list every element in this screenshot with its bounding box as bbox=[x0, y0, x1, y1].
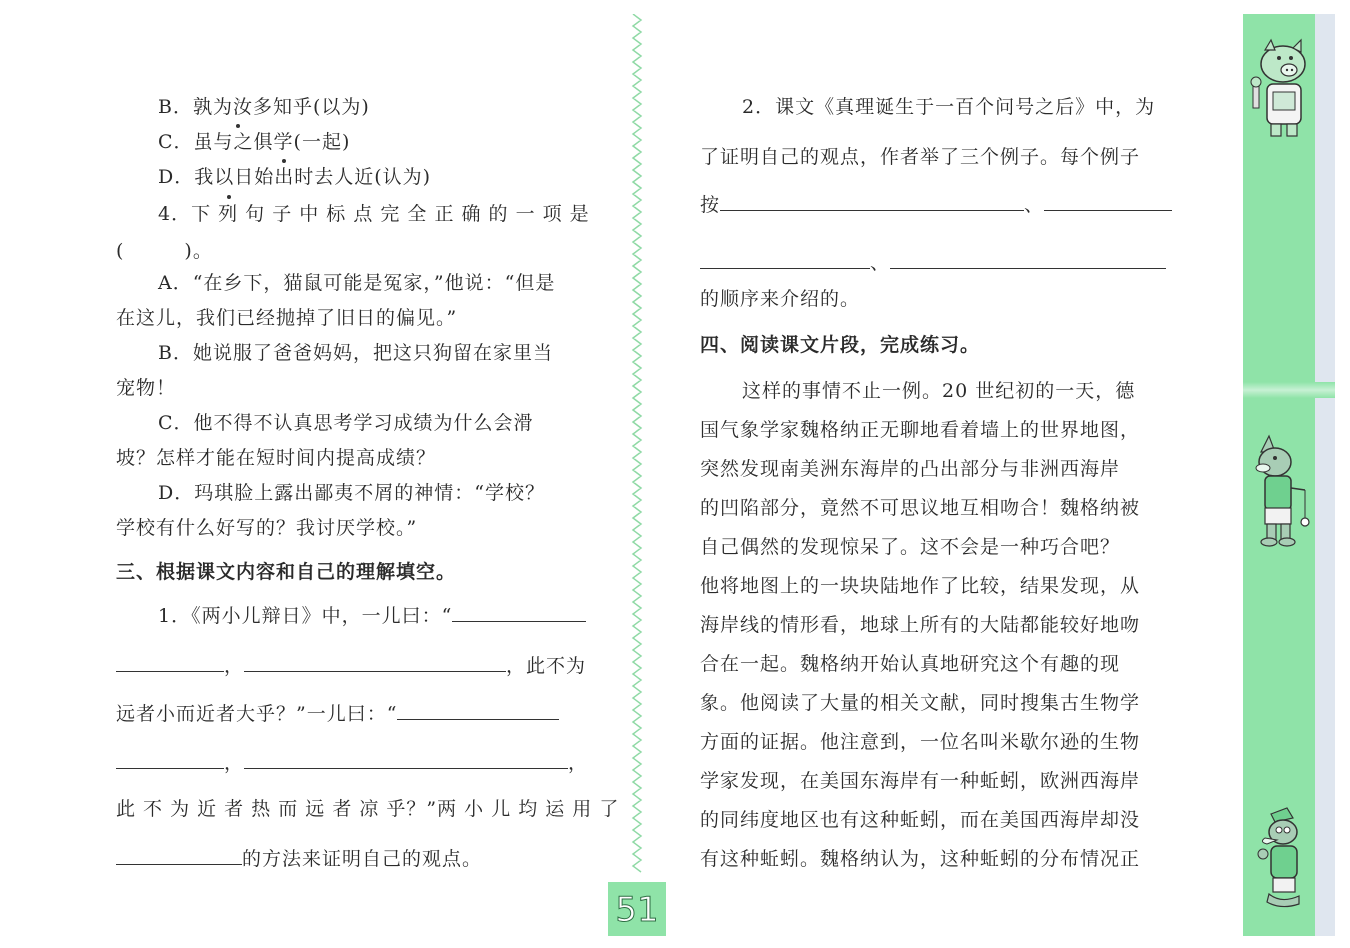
passage-line: 象。他阅读了大量的相关文献，同时搜集古生物学 bbox=[700, 692, 1141, 714]
left-page bbox=[12, 14, 630, 936]
s3-q1-line3 bbox=[116, 699, 559, 726]
answer-bracket: ( )。 bbox=[116, 240, 213, 262]
question-2-line3 bbox=[700, 190, 1172, 217]
side-strip bbox=[1243, 14, 1335, 936]
passage-line: 合在一起。魏格纳开始认真地研究这个有趣的现 bbox=[700, 653, 1121, 675]
passage-line: 学家发现，在美国东海岸有一种蚯蚓，欧洲西海岸 bbox=[700, 770, 1141, 792]
fill-blank[interactable] bbox=[116, 670, 224, 672]
passage-line: 他将地图上的一块块陆地作了比较，结果发现，从 bbox=[700, 575, 1141, 597]
s3-q1-line6 bbox=[116, 844, 482, 871]
question-2-line1: 2．课文《真理诞生于一百个问号之后》中，为 bbox=[742, 96, 1156, 118]
page-number: 51 bbox=[608, 882, 666, 936]
question-2-line5: 的顺序来介绍的。 bbox=[700, 288, 861, 310]
q4-option-d-line2: 学校有什么好写的？我讨厌学校。” bbox=[116, 517, 418, 539]
fill-blank[interactable] bbox=[116, 863, 242, 865]
passage-line: 有这种蚯蚓。魏格纳认为，这种蚯蚓的分布情况正 bbox=[700, 848, 1141, 870]
pig-mascot-icon bbox=[1243, 34, 1315, 144]
s3-q1-line4 bbox=[116, 748, 588, 775]
comma: ， bbox=[224, 655, 245, 677]
separator: 、 bbox=[870, 252, 891, 274]
duck-mascot-icon bbox=[1247, 804, 1317, 914]
fill-blank[interactable] bbox=[116, 767, 224, 769]
passage-line: 这样的事情不止一例。20 世纪初的一天，德 bbox=[742, 380, 1136, 402]
zigzag-divider bbox=[630, 14, 644, 874]
comma: ， bbox=[224, 752, 245, 774]
passage-line: 自己偶然的发现惊呆了。这不会是一种巧合吧？ bbox=[700, 536, 1121, 558]
strip-fold bbox=[1243, 382, 1335, 398]
fill-blank[interactable] bbox=[720, 209, 1024, 211]
s3-q1-text: 1．《两小儿辩日》中，一儿曰：“ bbox=[158, 605, 453, 627]
question-2-line4 bbox=[700, 248, 1166, 275]
passage-line: 国气象学家魏格纳正无聊地看着墙上的世界地图， bbox=[700, 419, 1141, 441]
s3-q1-line3-text: 远者小而近者大乎？”一儿曰：“ bbox=[116, 703, 398, 725]
section-4-title: 四、阅读课文片段，完成练习。 bbox=[700, 334, 981, 356]
fill-blank[interactable] bbox=[890, 267, 1166, 269]
q4-option-a-line1: A．“在乡下，猫鼠可能是冤家，”他说：“但是 bbox=[158, 272, 556, 294]
fill-blank[interactable] bbox=[700, 267, 870, 269]
question-4: 4．下 列 句 子 中 标 点 完 全 正 确 的 一 项 是 bbox=[158, 203, 590, 225]
right-page bbox=[644, 14, 1244, 936]
passage-line: 的凹陷部分，竟然不可思议地互相吻合！魏格纳被 bbox=[700, 497, 1141, 519]
passage-line: 突然发现南美洲东海岸的凸出部分与非洲西海岸 bbox=[700, 458, 1121, 480]
option-b: B．孰为汝多知乎(以为) bbox=[158, 96, 370, 118]
comma: ， bbox=[568, 752, 589, 774]
fill-blank[interactable] bbox=[1044, 209, 1172, 211]
wolf-yoyo-mascot-icon bbox=[1247, 432, 1319, 552]
fill-blank[interactable] bbox=[397, 718, 559, 720]
option-d: D．我以日始出时去人近(认为) bbox=[158, 166, 432, 188]
question-2-line2: 了证明自己的观点，作者举了三个例子。每个例子 bbox=[700, 146, 1141, 168]
separator: 、 bbox=[1024, 194, 1045, 216]
q4-option-d-line1: D．玛琪脸上露出鄙夷不屑的神情：“学校？ bbox=[158, 482, 545, 504]
q4-option-c-line1: C．他不得不认真思考学习成绩为什么会滑 bbox=[158, 412, 534, 434]
s3-q1-line2 bbox=[116, 651, 586, 678]
fill-blank[interactable] bbox=[452, 620, 586, 622]
q4-option-c-line2: 坡？怎样才能在短时间内提高成绩？ bbox=[116, 447, 437, 469]
section-3-title: 三、根据课文内容和自己的理解填空。 bbox=[116, 561, 457, 583]
fill-blank[interactable] bbox=[244, 670, 506, 672]
fill-blank[interactable] bbox=[244, 767, 568, 769]
passage-line: 方面的证据。他注意到，一位名叫米歇尔逊的生物 bbox=[700, 731, 1141, 753]
q4-option-a-line2: 在这儿，我们已经抛掉了旧日的偏见。” bbox=[116, 307, 458, 329]
s3-q1-line6-text: 的方法来证明自己的观点。 bbox=[242, 848, 483, 870]
s3-q1-line1 bbox=[158, 601, 586, 628]
s3-q1-line2-end: ，此不为 bbox=[506, 655, 587, 677]
passage-line: 的同纬度地区也有这种蚯蚓，而在美国西海岸却没 bbox=[700, 809, 1141, 831]
q2-line3-text: 按 bbox=[700, 194, 721, 216]
s3-q1-line5: 此 不 为 近 者 热 而 远 者 凉 乎？”两 小 儿 均 运 用 了 bbox=[116, 798, 620, 820]
q4-option-b-line1: B．她说服了爸爸妈妈，把这只狗留在家里当 bbox=[158, 342, 553, 364]
passage-line: 海岸线的情形看，地球上所有的大陆都能较好地吻 bbox=[700, 614, 1141, 636]
q4-option-b-line2: 宠物！ bbox=[116, 377, 177, 399]
option-c: C．虽与之俱学(一起) bbox=[158, 131, 351, 153]
